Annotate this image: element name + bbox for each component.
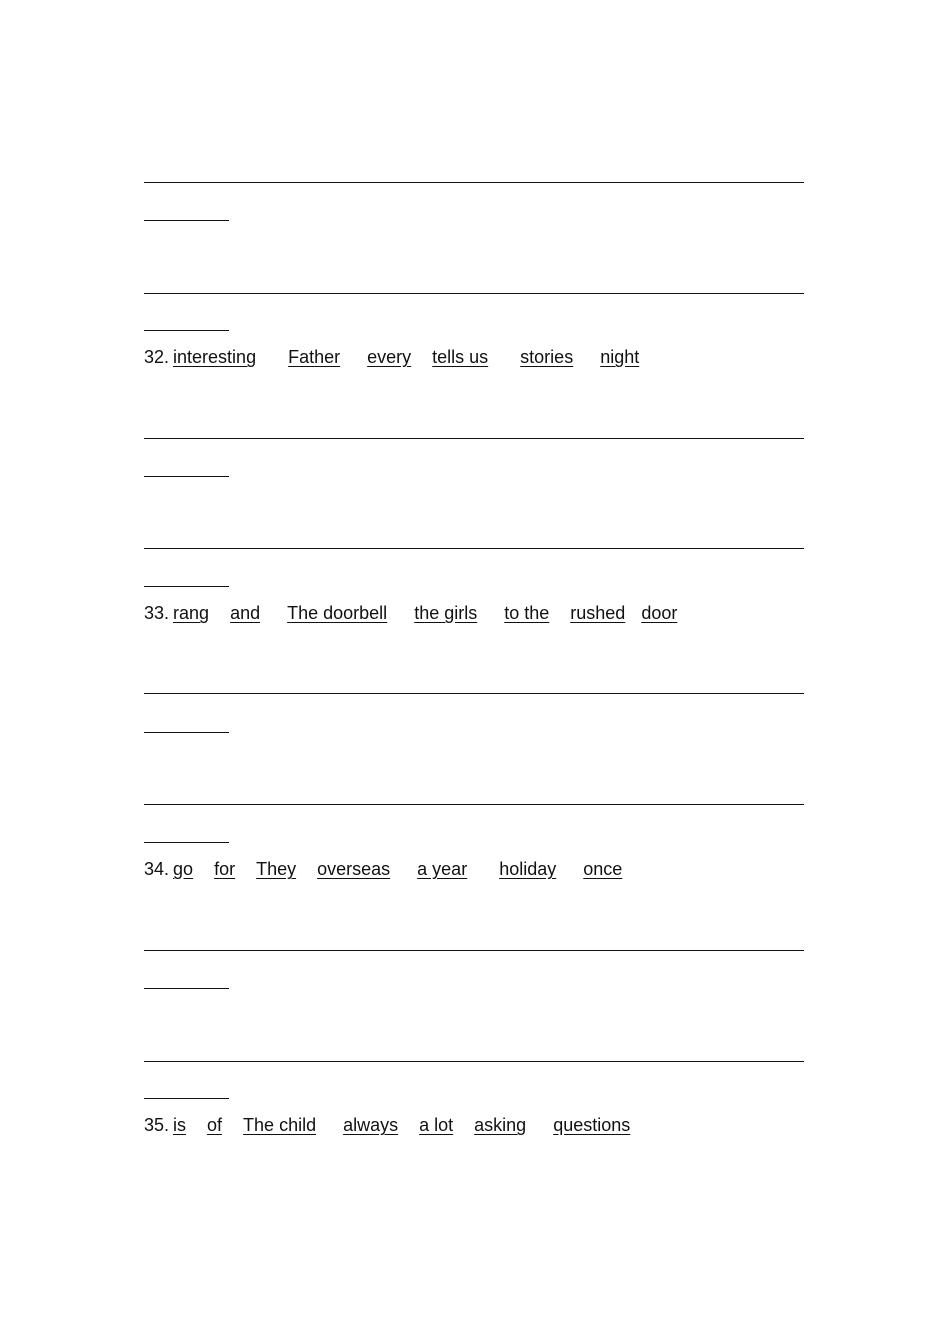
word-chip: The doorbell [287,603,388,623]
answer-line[interactable] [144,950,804,951]
word-chip: questions [553,1115,631,1135]
word-chip: once [583,859,623,879]
question-32 [144,346,639,368]
answer-line[interactable] [144,182,804,183]
answer-line-continuation[interactable] [144,220,229,221]
word-chip: asking [474,1115,527,1135]
word-chip: of [207,1115,223,1135]
answer-line-continuation[interactable] [144,476,229,477]
word-chip: a year [417,859,468,879]
answer-line[interactable] [144,293,804,294]
word-chip: a lot [419,1115,454,1135]
answer-line[interactable] [144,548,804,549]
word-chip: holiday [499,859,557,879]
word-chip: door [641,603,678,623]
word-chip: stories [520,347,574,367]
answer-line[interactable] [144,693,804,694]
answer-line-continuation[interactable] [144,330,229,331]
word-chip: is [173,1115,187,1135]
question-number: 34. [144,859,170,879]
word-chip: overseas [317,859,391,879]
word-chip: rang [173,603,210,623]
answer-line-continuation[interactable] [144,732,229,733]
answer-line-continuation[interactable] [144,1098,229,1099]
word-chip: always [343,1115,399,1135]
word-chip: interesting [173,347,257,367]
word-chip: tells us [432,347,489,367]
word-chip: They [256,859,297,879]
answer-line[interactable] [144,804,804,805]
answer-line-continuation[interactable] [144,988,229,989]
word-chip: rushed [570,603,626,623]
question-33 [144,602,677,624]
question-number: 32. [144,347,170,367]
word-chip: the girls [414,603,478,623]
word-chip: every [367,347,412,367]
answer-line-continuation[interactable] [144,842,229,843]
question-35 [144,1114,630,1136]
word-chip: The child [243,1115,317,1135]
word-chip: Father [288,347,341,367]
word-chip: and [230,603,261,623]
answer-line[interactable] [144,1061,804,1062]
word-chip: to the [504,603,550,623]
word-chip: night [600,347,640,367]
word-chip: go [173,859,194,879]
answer-line-continuation[interactable] [144,586,229,587]
question-number: 35. [144,1115,170,1135]
question-number: 33. [144,603,170,623]
answer-line[interactable] [144,438,804,439]
word-chip: for [214,859,236,879]
question-34 [144,858,622,880]
